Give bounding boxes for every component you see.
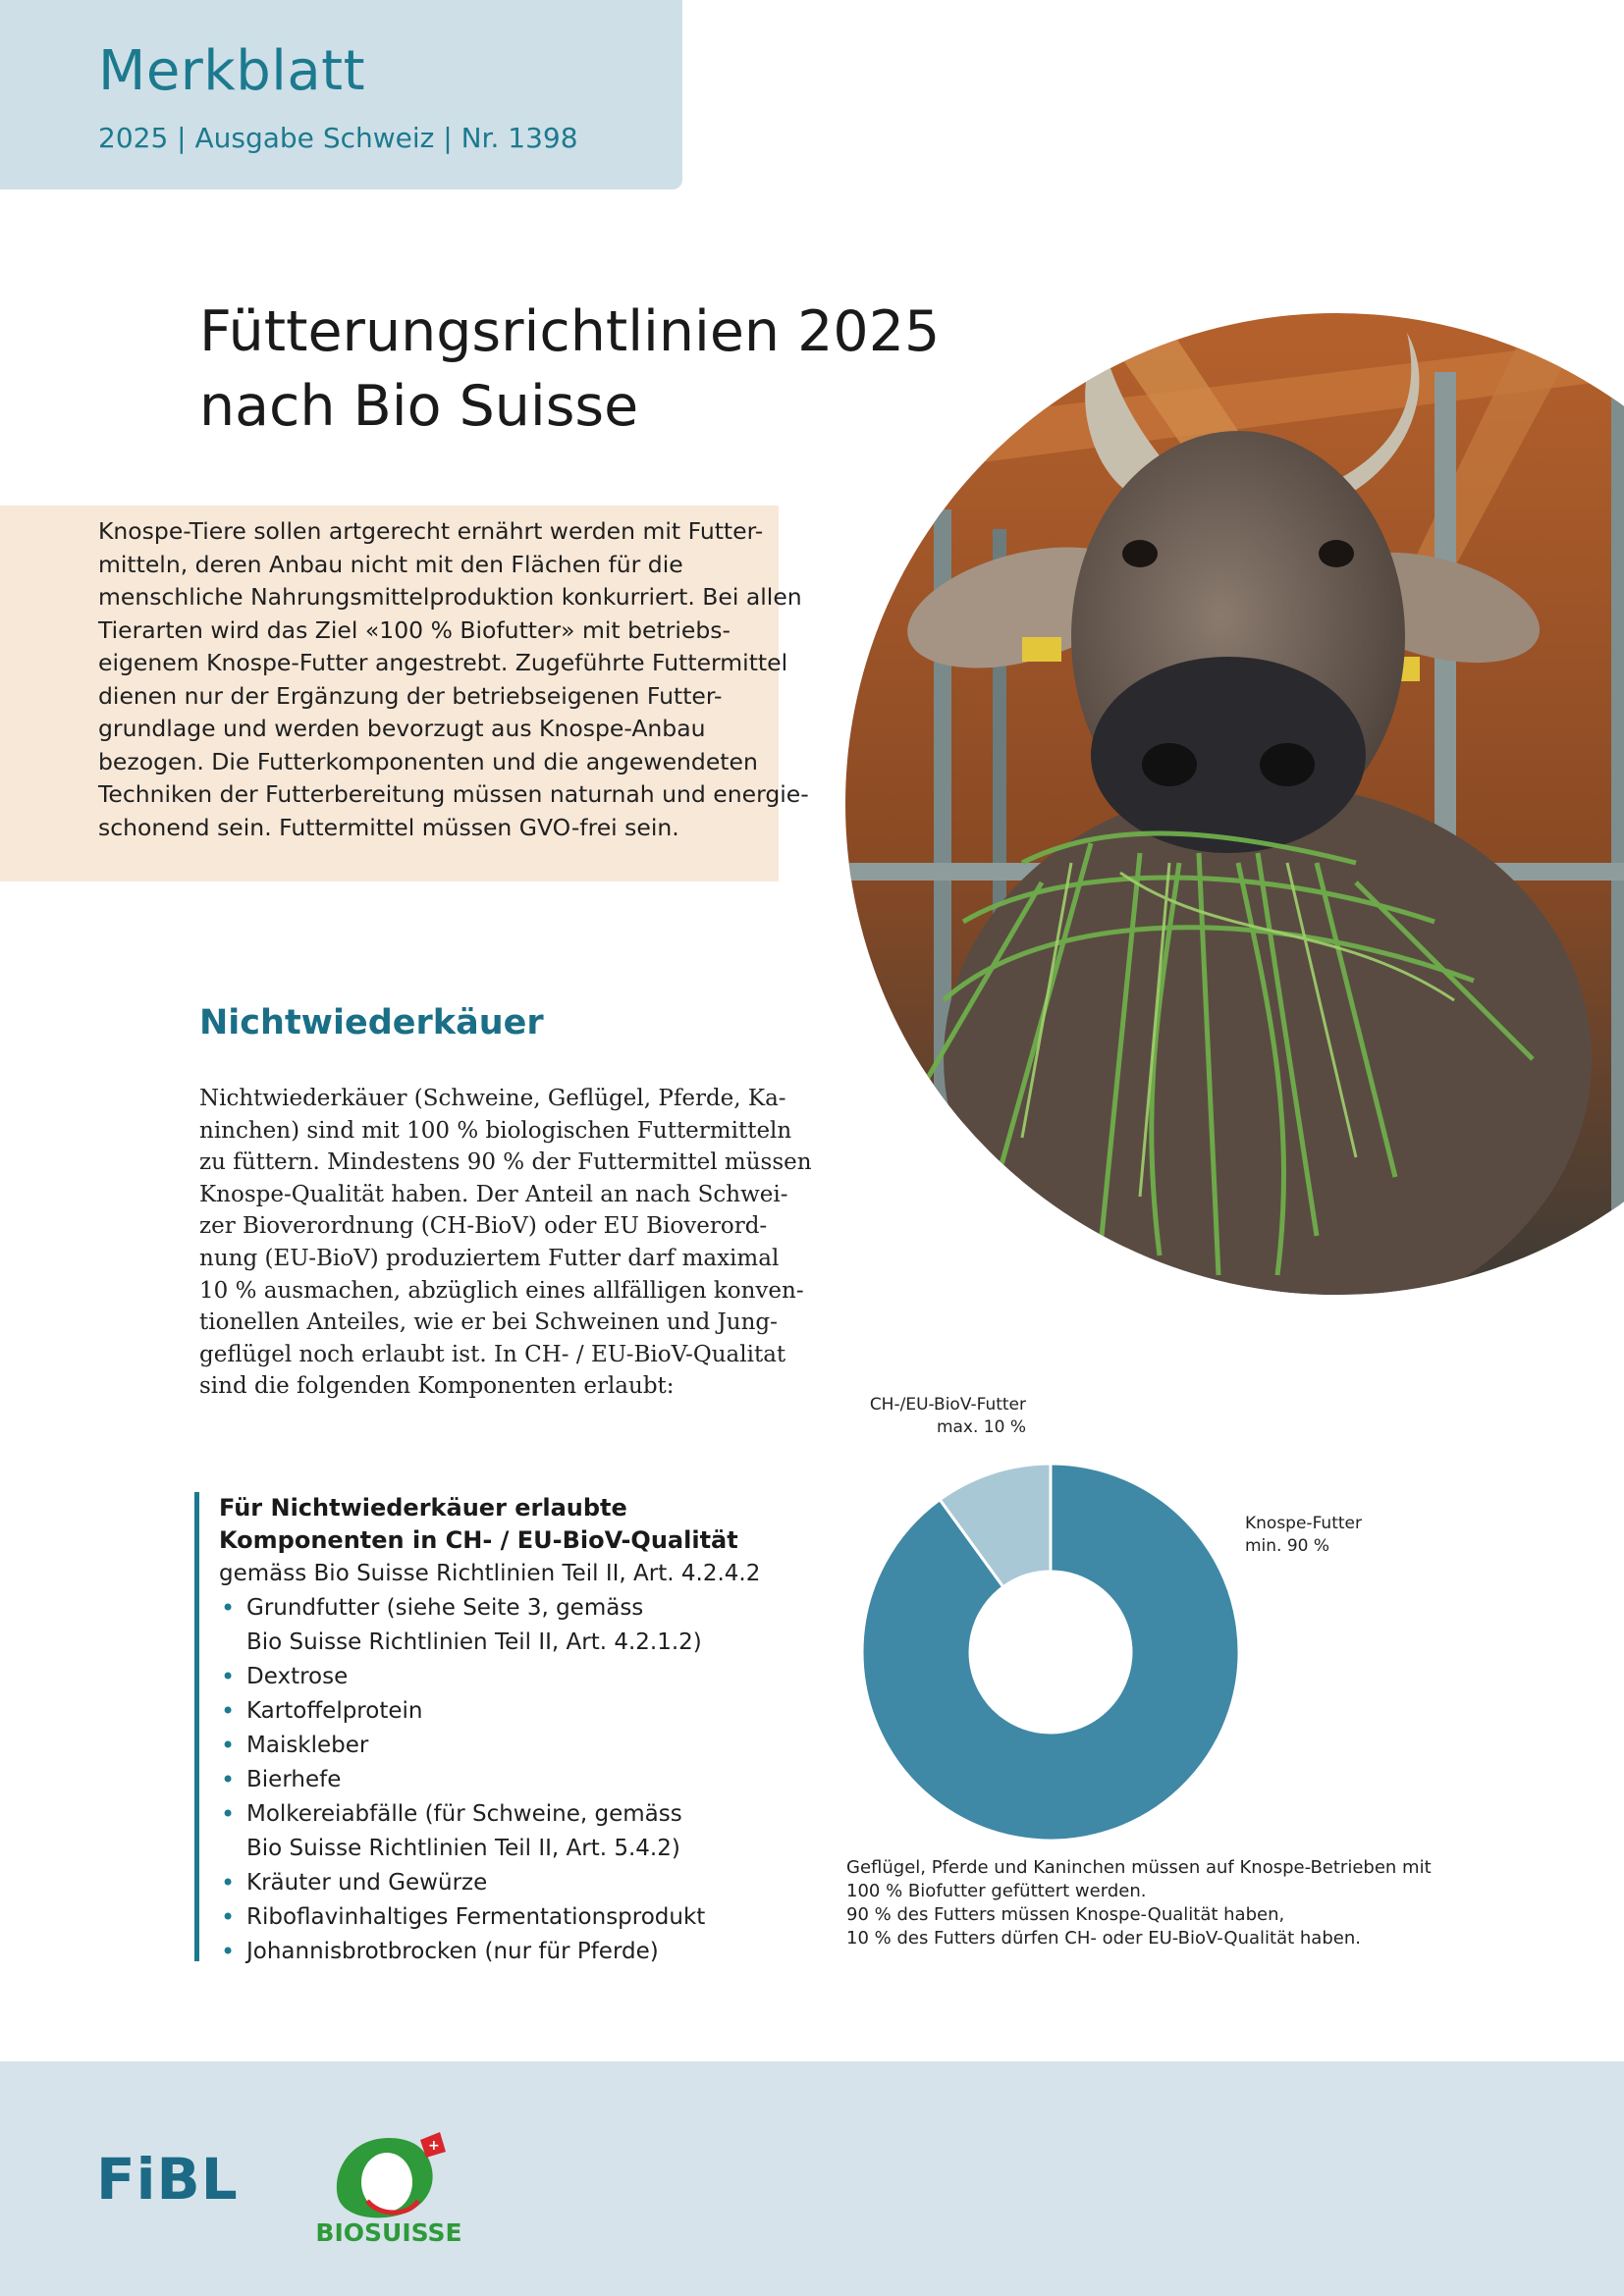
intro-line: schonend sein. Futtermittel müssen GVO-frei sein. [98,813,679,841]
list-item [219,1763,769,1797]
bullet-icon: • [221,1869,236,1896]
list-item-text: Molkereiabfälle (für Schweine, gemäss [246,1801,682,1827]
list-item-text: Bierhefe [246,1767,342,1792]
chart-note-line: 90 % des Futters müssen Knospe-Qualität haben, [846,1904,1285,1925]
slice-label-bioV [854,1394,1026,1439]
box-title-line-2: Komponenten in CH- / EU-BioV-Qualität [219,1526,738,1554]
bullet-icon: • [221,1938,236,1965]
list-item [219,1591,769,1660]
list-item [219,1797,769,1866]
fibl-logo: FiBL [96,2146,239,2213]
intro-line: dienen nur der Ergänzung der betriebseigenen Futter- [98,681,723,710]
footer [0,2061,1624,2296]
suisse-text: SUISSE [364,2218,462,2247]
body-line: nung (EU-BioV) produziertem Futter darf maximal [199,1245,780,1271]
list-item-text: Johannisbrotbrocken (nur für Pferde) [246,1939,659,1964]
chart-note-line: 10 % des Futters dürfen CH- oder EU-BioV-Qualität haben. [846,1928,1361,1949]
body-line: tionellen Anteiles, wie er bei Schweinen und Jung- [199,1309,778,1336]
biosuisse-wordmark [310,2218,467,2247]
chart-note-line: Geflügel, Pferde und Kaninchen müssen auf Knospe-Betrieben mit [846,1857,1432,1878]
title-line-1: Fütterungsrichtlinien 2025 [199,299,941,364]
biosuisse-logo [310,2128,467,2256]
box-subtitle: gemäss Bio Suisse Richtlinien Teil II, Art. 4.2.4.2 [219,1561,761,1586]
intro-line: Techniken der Futterbereitung müssen naturnah und energie- [98,780,809,808]
list-item [219,1866,769,1900]
slice-label-bioV-value: max. 10 % [936,1417,1026,1437]
components-box [194,1492,769,1965]
list-item-text: Grundfutter (siehe Seite 3, gemäss [246,1595,644,1621]
list-item-text: Maiskleber [246,1733,369,1758]
intro-line: grundlage und werden bevorzugt aus Knospe-Anbau [98,715,706,742]
list-item-text: Bio Suisse Richtlinien Teil II, Art. 4.2.1.2) [246,1629,702,1655]
list-item-text: Bio Suisse Richtlinien Teil II, Art. 5.4.2) [246,1836,680,1861]
list-item [219,1660,769,1694]
section-body [199,1083,812,1403]
body-line: Nichtwiederkäuer (Schweine, Geflügel, Pferde, Ka- [199,1086,786,1111]
bullet-icon: • [221,1903,236,1931]
list-item [219,1935,769,1969]
bullet-icon: • [221,1766,236,1793]
bullet-icon: • [221,1732,236,1759]
list-item [219,1900,769,1935]
slice-label-knospe-name: Knospe-Futter [1245,1514,1362,1533]
intro-line: mitteln, deren Anbau nicht mit den Flächen für die [98,550,683,578]
bud-icon [310,2128,467,2221]
body-line: 10 % ausmachen, abzüglich eines allfälligen konven- [199,1277,804,1304]
chart-note-line: 100 % Biofutter gefüttert werden. [846,1881,1147,1901]
title-line-2: nach Bio Suisse [199,374,639,439]
box-title [219,1492,769,1557]
list-item-text: Kartoffelprotein [246,1698,423,1724]
slice-label-bioV-name: CH-/EU-BioV-Futter [869,1395,1026,1415]
slice-label-knospe-value: min. 90 % [1245,1536,1330,1556]
section-heading: Nichtwiederkäuer [199,1003,544,1042]
body-line: zu füttern. Mindestens 90 % der Futtermittel müssen [199,1149,812,1176]
bullet-icon: • [221,1800,236,1828]
list-item-text: Dextrose [246,1664,349,1689]
body-line: sind die folgenden Komponenten erlaubt: [199,1373,675,1400]
doc-type-label: Merkblatt [98,39,366,103]
intro-text [98,515,809,844]
chart-note [846,1856,1573,1950]
bio-text: BIO [315,2218,365,2247]
bullet-icon: • [221,1594,236,1622]
list-item [219,1694,769,1729]
intro-line: Tierarten wird das Ziel «100 % Biofutter» mit betriebs- [98,615,731,644]
box-title-line-1: Für Nichtwiederkäuer erlaubte [219,1494,627,1522]
intro-line: Knospe-Tiere sollen artgerecht ernährt werden mit Futter- [98,517,764,545]
intro-line: menschliche Nahrungsmittelproduktion konkurriert. Bei allen [98,583,802,611]
cow-photo [845,313,1624,1295]
slice-label-knospe [1245,1513,1362,1558]
body-line: zer Bioverordnung (CH-BioV) oder EU Bioverord- [199,1213,768,1240]
intro-line: eigenem Knospe-Futter angestrebt. Zugeführte Futtermittel [98,649,788,676]
bullet-icon: • [221,1697,236,1725]
donut-chart [825,1374,1276,1845]
cow-illustration [845,313,1624,1295]
body-line: geflügel noch erlaubt ist. In CH- / EU-BioV-Qualitat [199,1341,786,1367]
body-line: Knospe-Qualität haben. Der Anteil an nach Schwei- [199,1181,788,1207]
body-line: ninchen) sind mit 100 % biologischen Futtermitteln [199,1117,792,1144]
issue-info: 2025 | Ausgabe Schweiz | Nr. 1398 [98,122,578,154]
list-item-text: Kräuter und Gewürze [246,1870,488,1896]
bullet-icon: • [221,1663,236,1690]
components-list [219,1591,769,1969]
page-title [199,294,940,444]
list-item [219,1729,769,1763]
intro-line: bezogen. Die Futterkomponenten und die angewendeten [98,747,758,775]
list-item-text: Riboflavinhaltiges Fermentationsprodukt [246,1904,706,1930]
svg-text:+: + [428,2138,440,2154]
